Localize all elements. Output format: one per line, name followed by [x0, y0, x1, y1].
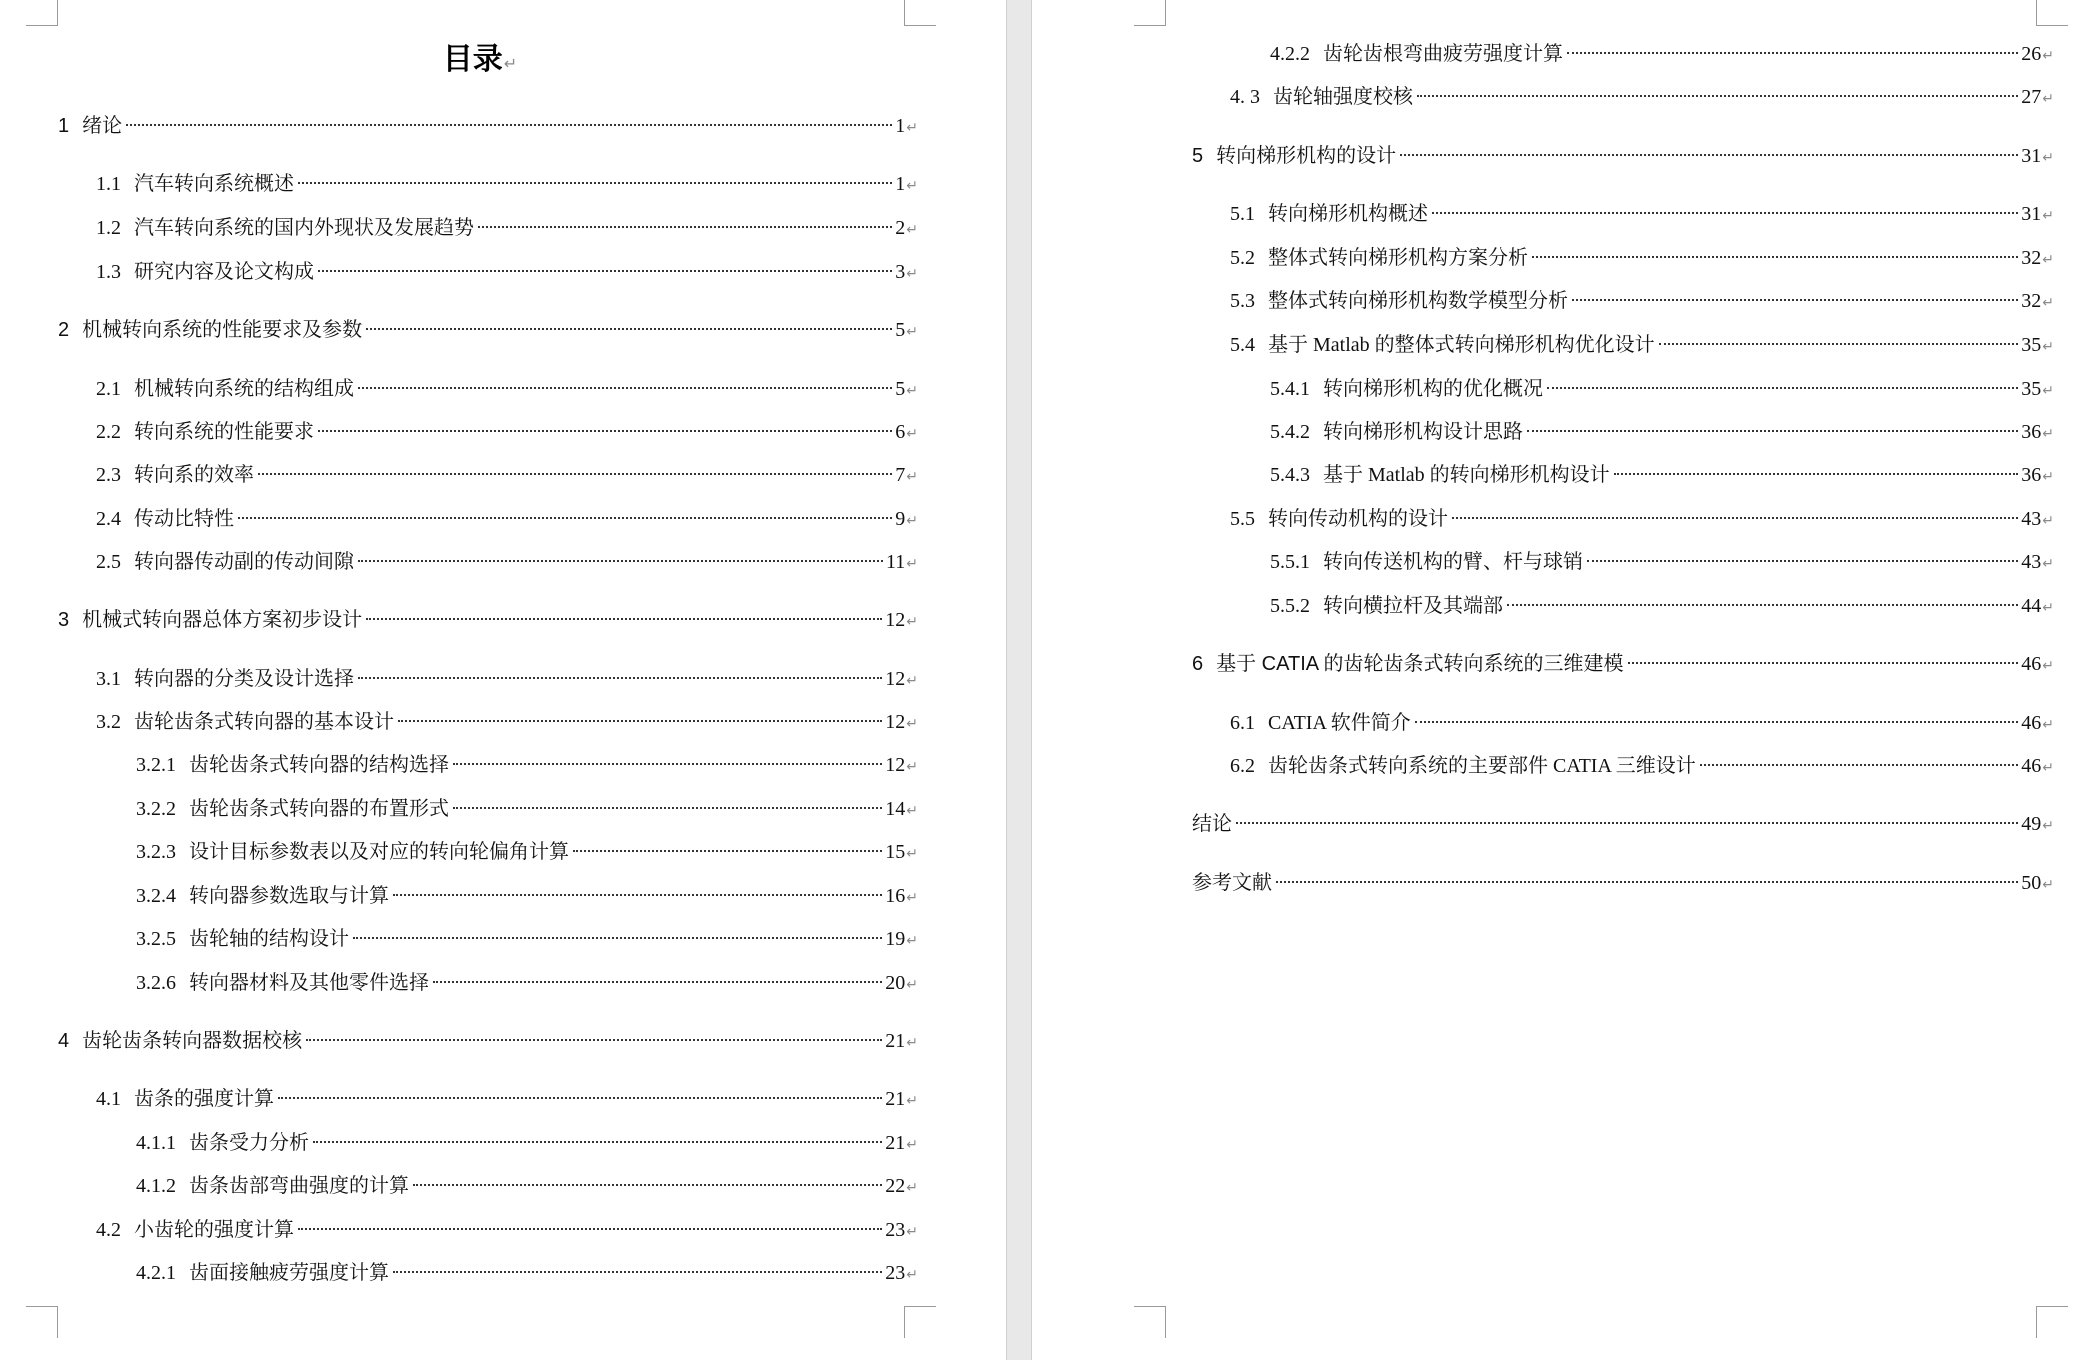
toc-entry[interactable]	[1192, 647, 2054, 681]
paragraph-mark-icon: ↵	[2042, 513, 2054, 529]
paragraph-mark-icon: ↵	[906, 1180, 918, 1196]
dot-leader	[393, 1271, 882, 1273]
crop-mark-top-right	[2036, 0, 2068, 26]
toc-entry-title: 基于 Matlab 的整体式转向梯形机构优化设计	[1268, 334, 1655, 356]
toc-entry-number: 3.2.2	[136, 798, 176, 820]
paragraph-mark-icon: ↵	[906, 1267, 918, 1283]
toc-entry-page-number: 36	[2021, 421, 2042, 443]
toc-entry[interactable]	[96, 458, 918, 492]
crop-mark-top-left	[1134, 0, 1166, 26]
toc-entry-number: 1	[58, 115, 70, 137]
toc-entry[interactable]	[58, 109, 918, 143]
toc-entry-title: 小齿轮的强度计算	[134, 1219, 294, 1241]
paragraph-mark-icon: ↵	[906, 933, 918, 949]
paragraph-mark-icon: ↵	[906, 556, 918, 572]
paragraph-mark-icon: ↵	[906, 716, 918, 732]
toc-entry-title: 转向梯形机构设计思路	[1323, 421, 1523, 443]
toc-entry-number: 6	[1192, 653, 1204, 675]
toc-entry-number: 4.2.2	[1270, 43, 1310, 65]
toc-entry-page-number: 26	[2021, 43, 2042, 65]
dot-leader	[1700, 764, 2018, 766]
toc-entry-title: 机械式转向器总体方案初步设计	[82, 609, 363, 631]
toc-entry-title: 汽车转向系统的国内外现状及发展趋势	[134, 217, 474, 239]
toc-entry-page-number: 12	[885, 668, 906, 690]
toc-entry-title: 齿轮齿条转向器数据校核	[82, 1030, 303, 1052]
toc-entry[interactable]	[1230, 328, 2054, 362]
toc-entry-number: 4.1.2	[136, 1175, 176, 1197]
paragraph-mark-icon: ↵	[2042, 600, 2054, 616]
toc-entry-number: 2.2	[96, 421, 121, 443]
toc-entry[interactable]	[1230, 80, 2054, 114]
toc-page-right	[1032, 0, 2089, 1360]
toc-entry-number: 3.2	[96, 711, 121, 733]
toc-entry-number: 4. 3	[1230, 86, 1260, 108]
toc-entry-title: 齿轮齿条式转向器的布置形式	[189, 798, 449, 820]
toc-entry[interactable]	[96, 167, 918, 201]
toc-entry-title: 汽车转向系统概述	[134, 173, 294, 195]
paragraph-mark-icon: ↵	[2042, 339, 2054, 355]
dot-leader	[318, 270, 892, 272]
dot-leader	[298, 1228, 882, 1230]
toc-entry-title: 转向器材料及其他零件选择	[189, 972, 429, 994]
dot-leader	[1614, 473, 2019, 475]
paragraph-mark-icon: ↵	[906, 977, 918, 993]
toc-entry-title: 转向传动机构的设计	[1268, 508, 1448, 530]
toc-entry-page-number: 43	[2021, 551, 2042, 573]
toc-entry[interactable]	[96, 372, 918, 406]
dot-leader	[1527, 430, 2018, 432]
dot-leader	[126, 124, 892, 126]
paragraph-mark-icon: ↵	[2042, 150, 2054, 166]
toc-entry[interactable]	[1270, 37, 2054, 71]
toc-entry-page-number: 3	[895, 261, 906, 283]
toc-entry-page-number: 7	[895, 464, 906, 486]
toc-entry-number: 3.2.6	[136, 972, 176, 994]
paragraph-mark-icon: ↵	[2042, 658, 2054, 674]
toc-entry-number: 5	[1192, 145, 1204, 167]
paragraph-mark-icon: ↵	[906, 846, 918, 862]
toc-entry-title: 齿轮齿条式转向器的结构选择	[189, 754, 449, 776]
paragraph-mark-icon: ↵	[2042, 295, 2054, 311]
paragraph-mark-icon: ↵	[906, 266, 918, 282]
dot-leader	[358, 387, 892, 389]
dot-leader	[358, 677, 882, 679]
toc-entry-title: 齿面接触疲劳强度计算	[189, 1262, 389, 1284]
toc-entry-title: 机械转向系统的结构组成	[134, 378, 354, 400]
paragraph-mark-icon: ↵	[2042, 469, 2054, 485]
toc-entry-number: 6.1	[1230, 712, 1255, 734]
paragraph-mark-icon: ↵	[906, 803, 918, 819]
dot-leader	[366, 328, 892, 330]
toc-entry-number: 3.2.4	[136, 885, 176, 907]
toc-entry-page-number: 6	[895, 421, 906, 443]
dot-leader	[1432, 212, 2018, 214]
paragraph-mark-icon: ↵	[906, 1093, 918, 1109]
paragraph-mark-icon: ↵	[906, 178, 918, 194]
toc-entry-number: 2.4	[96, 508, 121, 530]
toc-heading	[0, 40, 960, 84]
dot-leader	[313, 1141, 882, 1143]
toc-entry[interactable]	[1270, 372, 2054, 406]
toc-entry-page-number: 31	[2021, 203, 2042, 225]
toc-entry-title: 齿轮轴强度校核	[1273, 86, 1413, 108]
toc-entry-title: 齿条受力分析	[189, 1132, 309, 1154]
toc-entry[interactable]	[136, 879, 918, 913]
dot-leader	[1659, 343, 2019, 345]
dot-leader	[1400, 154, 2018, 156]
toc-entry-title: 齿轮齿根弯曲疲劳强度计算	[1323, 43, 1563, 65]
dot-leader	[1547, 387, 2018, 389]
toc-entry[interactable]	[58, 1024, 918, 1058]
toc-entry-title: 齿轮齿条式转向器的基本设计	[134, 711, 394, 733]
toc-entry-title: 整体式转向梯形机构数学模型分析	[1268, 290, 1568, 312]
paragraph-mark-icon: ↵	[906, 469, 918, 485]
dot-leader	[366, 618, 882, 620]
paragraph-mark-icon: ↵	[2042, 717, 2054, 733]
page-gutter	[1006, 0, 1032, 1360]
toc-entry-number: 3.2.3	[136, 841, 176, 863]
toc-entry-number: 2.1	[96, 378, 121, 400]
dot-leader	[1507, 604, 2018, 606]
toc-entry[interactable]	[1192, 139, 2054, 173]
dot-leader	[413, 1184, 882, 1186]
dot-leader	[398, 720, 882, 722]
toc-entry-page-number: 15	[885, 841, 906, 863]
crop-mark-bottom-left	[1134, 1306, 1166, 1338]
toc-entry-page-number: 1	[895, 173, 906, 195]
toc-entry-number: 5.4.2	[1270, 421, 1310, 443]
paragraph-mark-icon: ↵	[2042, 556, 2054, 572]
toc-entry-title: CATIA 软件简介	[1268, 712, 1411, 734]
paragraph-mark-icon: ↵	[906, 1035, 918, 1051]
dot-leader	[453, 763, 882, 765]
toc-entry-page-number: 21	[885, 1088, 906, 1110]
toc-entry-page-number: 35	[2021, 378, 2042, 400]
dot-leader	[1276, 881, 2018, 883]
toc-entry-page-number: 14	[885, 798, 906, 820]
toc-entry-number: 4.1	[96, 1088, 121, 1110]
toc-entry[interactable]	[1270, 589, 2054, 623]
dot-leader	[478, 226, 892, 228]
dot-leader	[453, 807, 882, 809]
toc-entry-number: 5.2	[1230, 247, 1255, 269]
dot-leader	[1628, 662, 2019, 664]
toc-entry-title: 转向系统的性能要求	[134, 421, 314, 443]
toc-entry-number: 4.2.1	[136, 1262, 176, 1284]
toc-entry[interactable]	[136, 922, 918, 956]
toc-entry-page-number: 27	[2021, 86, 2042, 108]
toc-entry-title: 转向梯形机构的设计	[1216, 145, 1397, 167]
paragraph-mark-icon: ↵	[2042, 208, 2054, 224]
toc-entry-number: 3.2.5	[136, 928, 176, 950]
toc-entry-title: 绪论	[82, 115, 123, 137]
toc-entry-page-number: 50	[2021, 872, 2042, 894]
paragraph-mark-icon: ↵	[2042, 48, 2054, 64]
dot-leader	[1415, 721, 2018, 723]
crop-mark-bottom-right	[904, 1306, 936, 1338]
dot-leader	[393, 894, 882, 896]
toc-entry[interactable]	[96, 211, 918, 245]
dot-leader	[1236, 822, 2018, 824]
crop-mark-bottom-left	[26, 1306, 58, 1338]
toc-entry-title: 机械转向系统的性能要求及参数	[82, 319, 363, 341]
toc-entry-page-number: 22	[885, 1175, 906, 1197]
toc-entry-number: 5.5.2	[1270, 595, 1310, 617]
dot-leader	[306, 1039, 882, 1041]
toc-entry[interactable]	[1230, 502, 2054, 536]
toc-entry-page-number: 23	[885, 1219, 906, 1241]
toc-entry[interactable]	[1192, 807, 2054, 841]
toc-entry-page-number: 12	[885, 711, 906, 733]
toc-entry-page-number: 9	[895, 508, 906, 530]
paragraph-mark-icon: ↵	[2042, 818, 2054, 834]
toc-entry[interactable]	[96, 662, 918, 696]
toc-entry[interactable]	[96, 545, 918, 579]
toc-entry-page-number: 43	[2021, 508, 2042, 530]
toc-entry-number: 1.3	[96, 261, 121, 283]
toc-entry[interactable]	[1230, 284, 2054, 318]
dot-leader	[1587, 560, 2018, 562]
toc-entry-page-number: 5	[895, 319, 906, 341]
toc-entry[interactable]	[96, 255, 918, 289]
dot-leader	[298, 182, 892, 184]
toc-entry-number: 2	[58, 319, 70, 341]
toc-entry-page-number: 5	[895, 378, 906, 400]
paragraph-mark-icon: ↵	[906, 324, 918, 340]
toc-entry[interactable]	[96, 502, 918, 536]
toc-entry-title: 齿轮齿条式转向系统的主要部件 CATIA 三维设计	[1268, 755, 1696, 777]
toc-entry[interactable]	[96, 1082, 918, 1116]
toc-entry-number: 3.1	[96, 668, 121, 690]
paragraph-mark-icon: ↵	[2042, 426, 2054, 442]
toc-entry[interactable]	[1270, 415, 2054, 449]
toc-entry-title: 传动比特性	[134, 508, 234, 530]
toc-entry-page-number: 20	[885, 972, 906, 994]
toc-heading-text: 目录	[442, 42, 503, 77]
toc-entry[interactable]	[136, 792, 918, 826]
toc-entry-page-number: 2	[895, 217, 906, 239]
toc-entry-title: 齿条齿部弯曲强度的计算	[189, 1175, 409, 1197]
dot-leader	[238, 517, 892, 519]
paragraph-mark-icon: ↵	[906, 673, 918, 689]
toc-page-left	[0, 0, 1006, 1360]
toc-entry[interactable]	[136, 1256, 918, 1290]
toc-entry[interactable]	[58, 313, 918, 347]
toc-entry-number: 5.4.3	[1270, 464, 1310, 486]
toc-entry-title: 结论	[1192, 813, 1232, 835]
paragraph-mark-icon: ↵	[906, 890, 918, 906]
toc-entry-page-number: 32	[2021, 290, 2042, 312]
toc-entry[interactable]	[136, 1169, 918, 1203]
paragraph-mark-icon: ↵	[2042, 383, 2054, 399]
toc-entry-page-number: 31	[2021, 145, 2042, 167]
toc-entry-title: 设计目标参数表以及对应的转向轮偏角计算	[189, 841, 569, 863]
toc-entry[interactable]	[136, 1126, 918, 1160]
toc-entry-title: 齿轮轴的结构设计	[189, 928, 349, 950]
toc-entry[interactable]	[136, 966, 918, 1000]
toc-entry-number: 4	[58, 1030, 70, 1052]
toc-entry[interactable]	[58, 603, 918, 637]
toc-entry-page-number: 12	[885, 754, 906, 776]
toc-entry-title: 转向传送机构的臂、杆与球销	[1323, 551, 1583, 573]
toc-entry-page-number: 44	[2021, 595, 2042, 617]
toc-entry-number: 5.1	[1230, 203, 1255, 225]
toc-entry-title: 转向梯形机构概述	[1268, 203, 1428, 225]
toc-entry-page-number: 46	[2021, 653, 2042, 675]
paragraph-mark-icon: ↵	[503, 54, 518, 73]
toc-entry-number: 5.3	[1230, 290, 1255, 312]
paragraph-mark-icon: ↵	[2042, 877, 2054, 893]
toc-entry-title: 转向器的分类及设计选择	[134, 668, 354, 690]
toc-entry-page-number: 16	[885, 885, 906, 907]
crop-mark-top-left	[26, 0, 58, 26]
toc-entry-page-number: 19	[885, 928, 906, 950]
paragraph-mark-icon: ↵	[2042, 252, 2054, 268]
toc-entry-number: 4.2	[96, 1219, 121, 1241]
toc-entry-page-number: 21	[885, 1030, 906, 1052]
paragraph-mark-icon: ↵	[906, 1137, 918, 1153]
crop-mark-top-right	[904, 0, 936, 26]
toc-entry-title: 转向器参数选取与计算	[189, 885, 389, 907]
dot-leader	[358, 560, 883, 562]
toc-entry[interactable]	[96, 705, 918, 739]
paragraph-mark-icon: ↵	[906, 614, 918, 630]
toc-entry[interactable]	[1230, 197, 2054, 231]
toc-entry-number: 1.1	[96, 173, 121, 195]
toc-entry-title: 转向梯形机构的优化概况	[1323, 378, 1543, 400]
paragraph-mark-icon: ↵	[2042, 760, 2054, 776]
dot-leader	[1532, 256, 2018, 258]
crop-mark-bottom-right	[2036, 1306, 2068, 1338]
toc-entry-title: 研究内容及论文构成	[134, 261, 314, 283]
toc-entry-page-number: 49	[2021, 813, 2042, 835]
toc-entry-number: 5.4	[1230, 334, 1255, 356]
paragraph-mark-icon: ↵	[2042, 91, 2054, 107]
toc-entry-title: 参考文献	[1192, 872, 1272, 894]
toc-entry-page-number: 46	[2021, 755, 2042, 777]
dot-leader	[318, 430, 892, 432]
toc-entry[interactable]	[136, 748, 918, 782]
toc-entry[interactable]	[96, 415, 918, 449]
toc-entry[interactable]	[1230, 749, 2054, 783]
toc-entry-title: 基于 CATIA 的齿轮齿条式转向系统的三维建模	[1216, 653, 1624, 675]
dot-leader	[278, 1097, 882, 1099]
toc-entry-page-number: 35	[2021, 334, 2042, 356]
paragraph-mark-icon: ↵	[906, 1224, 918, 1240]
toc-entry[interactable]	[1270, 545, 2054, 579]
toc-entry[interactable]	[1230, 706, 2054, 740]
toc-entry-number: 2.3	[96, 464, 121, 486]
toc-entry-page-number: 36	[2021, 464, 2042, 486]
toc-entry-page-number: 23	[885, 1262, 906, 1284]
toc-entry[interactable]	[1192, 866, 2054, 900]
toc-entry-number: 3.2.1	[136, 754, 176, 776]
dot-leader	[573, 850, 882, 852]
toc-entry-page-number: 21	[885, 1132, 906, 1154]
toc-entry-page-number: 46	[2021, 712, 2042, 734]
toc-entry-number: 2.5	[96, 551, 121, 573]
dot-leader	[258, 473, 892, 475]
toc-entry-number: 5.5.1	[1270, 551, 1310, 573]
toc-entry-page-number: 32	[2021, 247, 2042, 269]
toc-entry-page-number: 12	[885, 609, 906, 631]
dot-leader	[1572, 299, 2018, 301]
toc-entry-number: 6.2	[1230, 755, 1255, 777]
toc-entry-number: 3	[58, 609, 70, 631]
toc-entry-number: 1.2	[96, 217, 121, 239]
toc-entry-title: 转向器传动副的传动间隙	[134, 551, 354, 573]
dot-leader	[1452, 517, 2018, 519]
toc-entry-title: 齿条的强度计算	[134, 1088, 274, 1110]
toc-entry-title: 基于 Matlab 的转向梯形机构设计	[1323, 464, 1610, 486]
paragraph-mark-icon: ↵	[906, 426, 918, 442]
toc-entry-number: 4.1.1	[136, 1132, 176, 1154]
toc-entry-page-number: 11	[886, 551, 906, 573]
toc-entry-number: 5.5	[1230, 508, 1255, 530]
toc-entry-number: 5.4.1	[1270, 378, 1310, 400]
dot-leader	[1567, 52, 2018, 54]
paragraph-mark-icon: ↵	[906, 383, 918, 399]
toc-entry-title: 整体式转向梯形机构方案分析	[1268, 247, 1528, 269]
paragraph-mark-icon: ↵	[906, 513, 918, 529]
toc-entry[interactable]	[1270, 458, 2054, 492]
paragraph-mark-icon: ↵	[906, 120, 918, 136]
toc-entry[interactable]	[1230, 241, 2054, 275]
toc-entry-title: 转向系的效率	[134, 464, 254, 486]
toc-entry-page-number: 1	[895, 115, 906, 137]
dot-leader	[433, 981, 882, 983]
dot-leader	[353, 937, 882, 939]
dot-leader	[1417, 95, 2018, 97]
toc-entry[interactable]	[136, 835, 918, 869]
paragraph-mark-icon: ↵	[906, 759, 918, 775]
toc-entry[interactable]	[96, 1213, 918, 1247]
paragraph-mark-icon: ↵	[906, 222, 918, 238]
toc-entry-title: 转向横拉杆及其端部	[1323, 595, 1503, 617]
